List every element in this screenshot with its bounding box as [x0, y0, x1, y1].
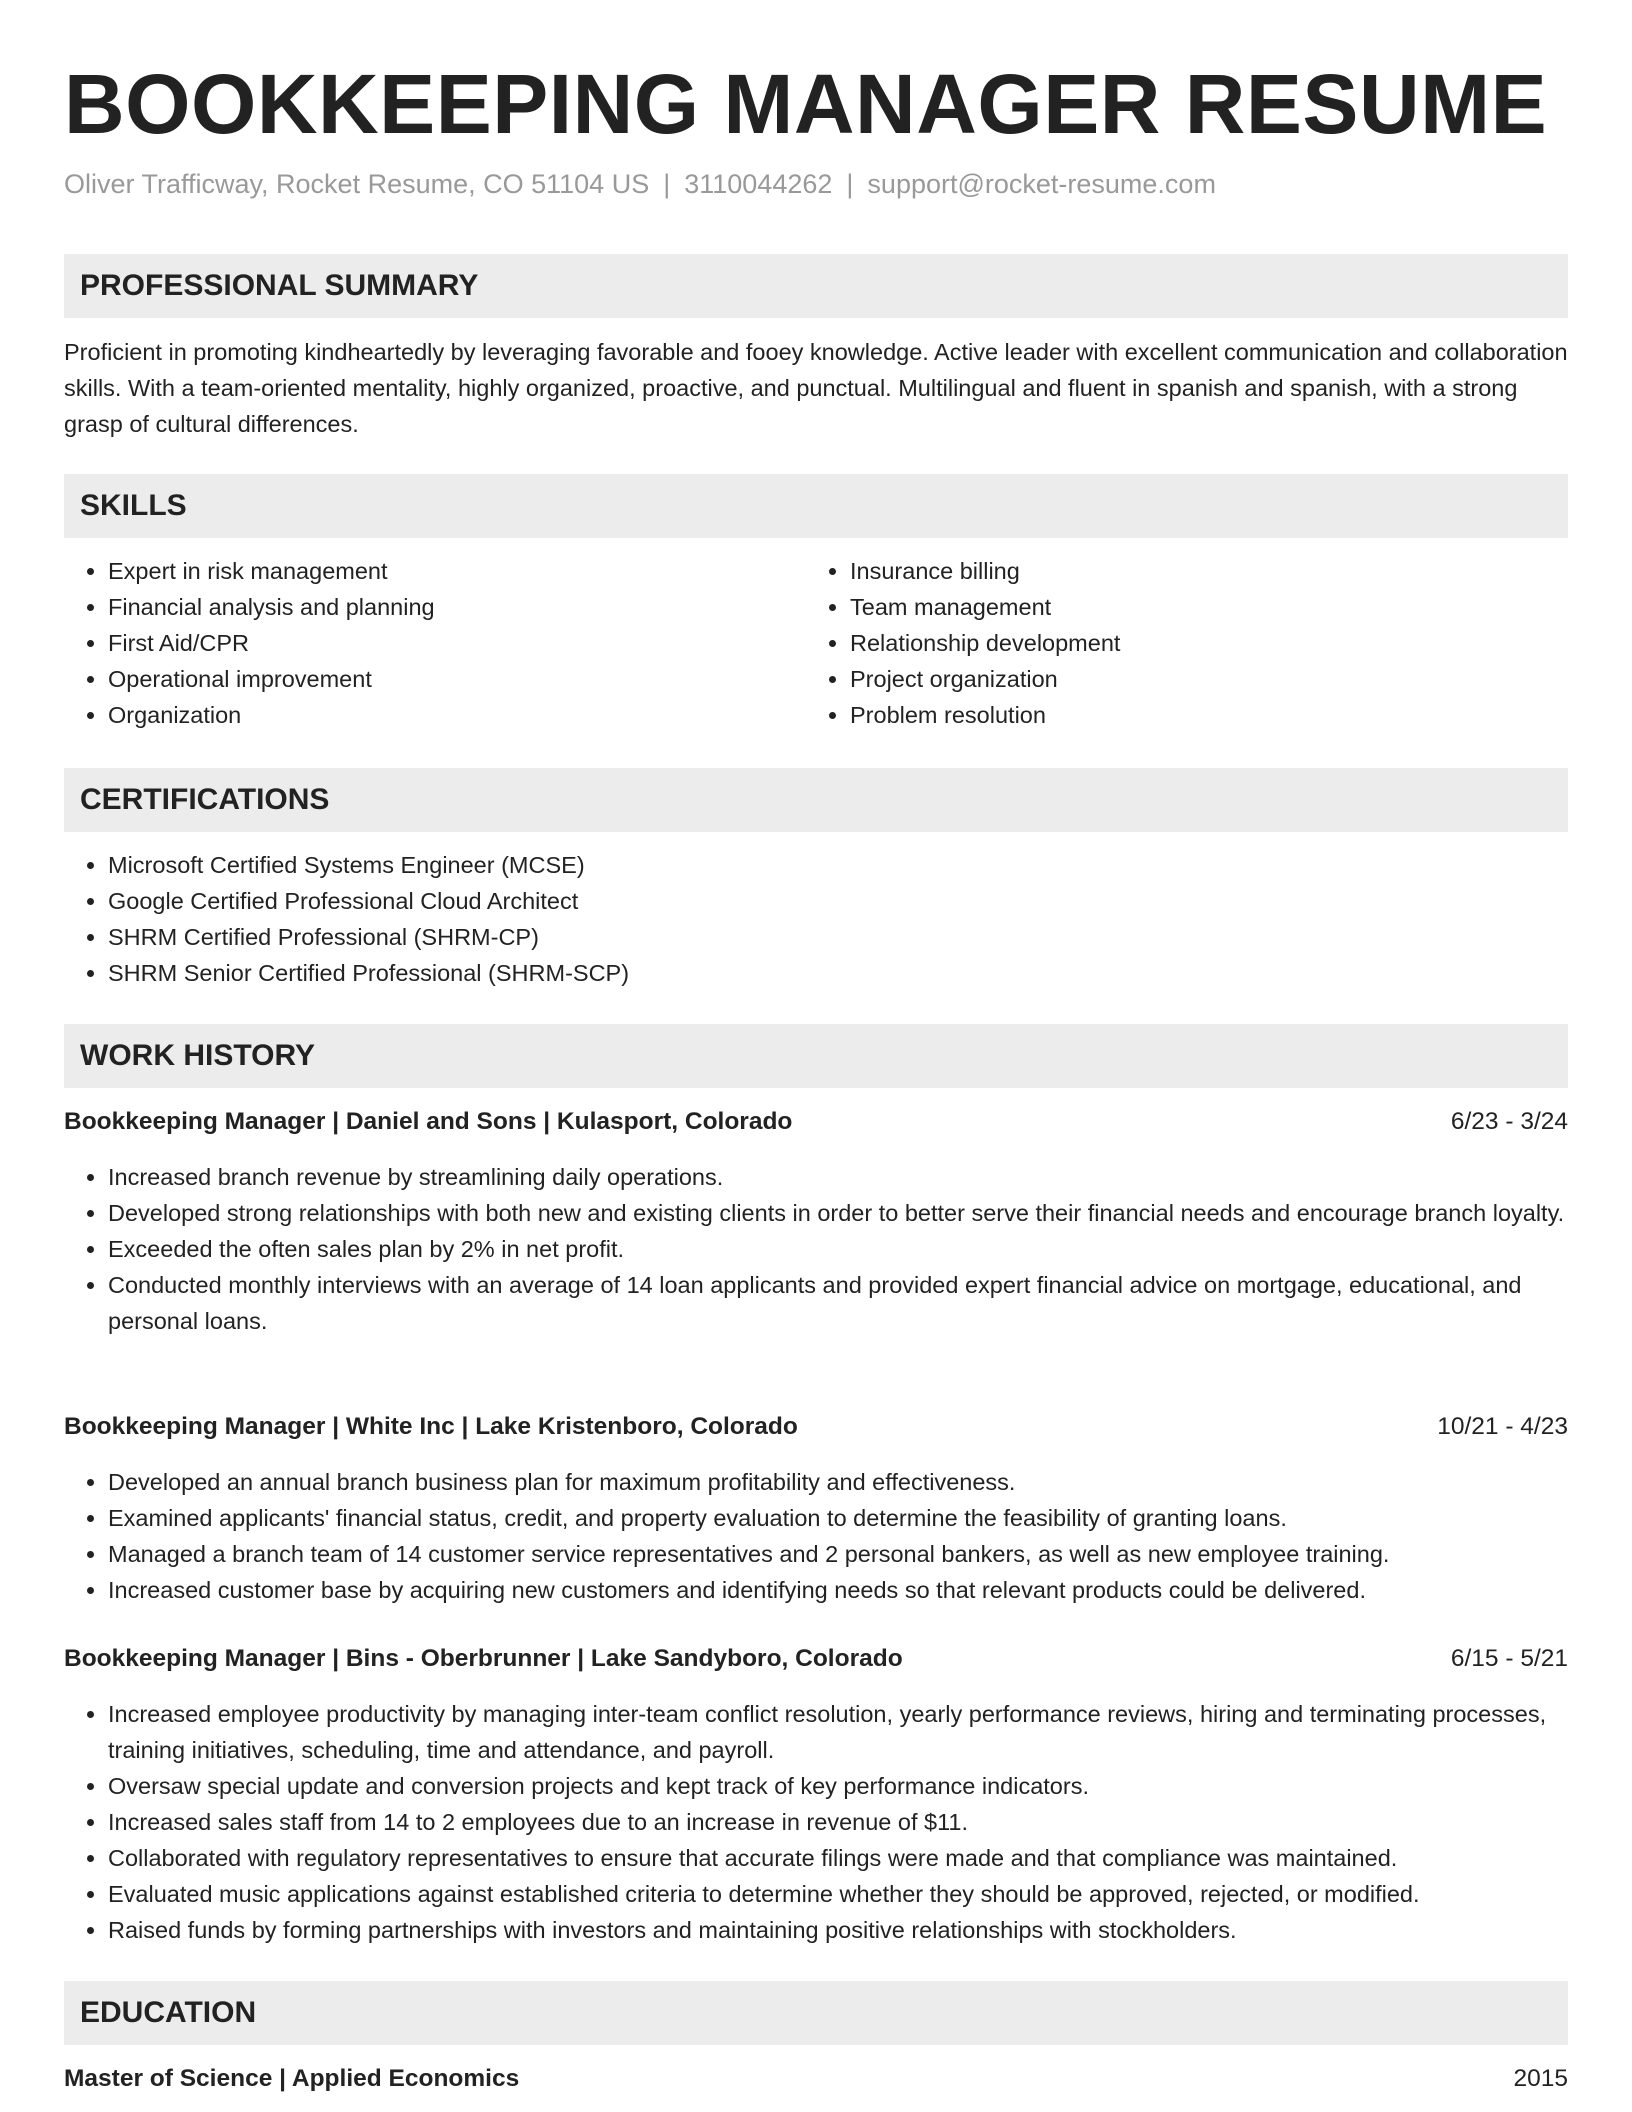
- section-header-certifications: CERTIFICATIONS: [64, 768, 1568, 832]
- job-dates: 6/23 - 3/24: [1450, 1108, 1568, 1135]
- list-item: • Problem resolution: [850, 697, 1550, 733]
- list-item: • SHRM Senior Certified Professional (SHRM-SCP): [108, 955, 1568, 991]
- list-item: • Managed a branch team of 14 customer service representatives and 2 personal bankers, as well as new employee training.: [108, 1536, 1568, 1572]
- list-item: • Raised funds by forming partnerships with investors and maintaining positive relationships with stockholders.: [108, 1912, 1568, 1948]
- list-item: • First Aid/CPR: [108, 625, 808, 661]
- skills-list-left: [64, 553, 808, 733]
- list-item: • Relationship development: [850, 625, 1550, 661]
- job-title: Bookkeeping Manager | Bins - Oberbrunner | Lake Sandyboro, Colorado: [64, 1645, 903, 1672]
- job-bullets: [64, 1159, 1568, 1339]
- job-header: [64, 1409, 1568, 1445]
- job-bullets: [64, 1464, 1568, 1608]
- list-item: • Expert in risk management: [108, 553, 808, 589]
- certifications-list: [64, 847, 1568, 991]
- list-item: • Financial analysis and planning: [108, 589, 808, 625]
- list-item: • Collaborated with regulatory representatives to ensure that accurate filings were made and that compliance was maintained.: [108, 1840, 1568, 1876]
- list-item: • Microsoft Certified Systems Engineer (MCSE): [108, 847, 1568, 883]
- contact-email: support@rocket-resume.com: [867, 169, 1216, 199]
- list-item: • Increased sales staff from 14 to 2 employees due to an increase in revenue of $11.: [108, 1804, 1568, 1840]
- education-year: 2015: [1513, 2065, 1568, 2092]
- section-header-education: EDUCATION: [64, 1981, 1568, 2045]
- list-item: • Increased branch revenue by streamlining daily operations.: [108, 1159, 1568, 1195]
- contact-address: Oliver Trafficway, Rocket Resume, CO 51104 US: [64, 169, 650, 199]
- job-dates: 10/21 - 4/23: [1437, 1413, 1568, 1440]
- section-header-work-history: WORK HISTORY: [64, 1024, 1568, 1088]
- job-title: Bookkeeping Manager | White Inc | Lake Kristenboro, Colorado: [64, 1413, 798, 1440]
- list-item: • Evaluated music applications against established criteria to determine whether they should be approved, rejected, or modified.: [108, 1876, 1568, 1912]
- list-item: • Exceeded the often sales plan by 2% in net profit.: [108, 1231, 1568, 1267]
- summary-text: Proficient in promoting kindheartedly by leveraging favorable and fooey knowledge. Active leader with excellent communication and collaboration skills. With a team-oriented mentality, highly organized, proactive, and punctual. Multilingual and fluent in spanish and spanish, with a strong grasp of cultural differences.: [64, 339, 1568, 437]
- list-item: • Insurance billing: [850, 553, 1550, 589]
- list-item: • Increased customer base by acquiring new customers and identifying needs so that relevant products could be delivered.: [108, 1572, 1568, 1608]
- contact-separator: |: [663, 169, 671, 199]
- job-title: Bookkeeping Manager | Daniel and Sons | Kulasport, Colorado: [64, 1108, 793, 1135]
- contact-phone: 3110044262: [684, 169, 833, 199]
- section-header-summary: PROFESSIONAL SUMMARY: [64, 254, 1568, 318]
- job-bullets: [64, 1696, 1568, 1948]
- list-item: • Organization: [108, 697, 808, 733]
- list-item: • Developed an annual branch business plan for maximum profitability and effectiveness.: [108, 1464, 1568, 1500]
- list-item: • Project organization: [850, 661, 1550, 697]
- list-item: • Examined applicants' financial status, credit, and property evaluation to determine the feasibility of granting loans.: [108, 1500, 1568, 1536]
- list-item: • Increased employee productivity by managing inter-team conflict resolution, yearly performance reviews, hiring and terminating processes, training initiatives, scheduling, time and attendance, and payroll.: [108, 1696, 1568, 1768]
- resume-title: BOOKKEEPING MANAGER RESUME: [64, 57, 1548, 151]
- list-item: • Developed strong relationships with both new and existing clients in order to better serve their financial needs and encourage branch loyalty.: [108, 1195, 1568, 1231]
- job-dates: 6/15 - 5/21: [1450, 1645, 1568, 1672]
- list-item: • Oversaw special update and conversion projects and kept track of key performance indicators.: [108, 1768, 1568, 1804]
- list-item: • Operational improvement: [108, 661, 808, 697]
- list-item: • Google Certified Professional Cloud Architect: [108, 883, 1568, 919]
- list-item: • SHRM Certified Professional (SHRM-CP): [108, 919, 1568, 955]
- section-header-skills: SKILLS: [64, 474, 1568, 538]
- job-header: [64, 1104, 1568, 1140]
- list-item: • Team management: [850, 589, 1550, 625]
- contact-line: [64, 166, 1216, 202]
- job-header: [64, 1641, 1568, 1677]
- education-entry: [64, 2061, 1568, 2097]
- education-degree: Master of Science | Applied Economics: [64, 2065, 520, 2092]
- contact-separator: |: [846, 169, 854, 199]
- list-item: • Conducted monthly interviews with an average of 14 loan applicants and provided expert financial advice on mortgage, educational, and personal loans.: [108, 1267, 1568, 1339]
- skills-list-right: [806, 553, 1550, 733]
